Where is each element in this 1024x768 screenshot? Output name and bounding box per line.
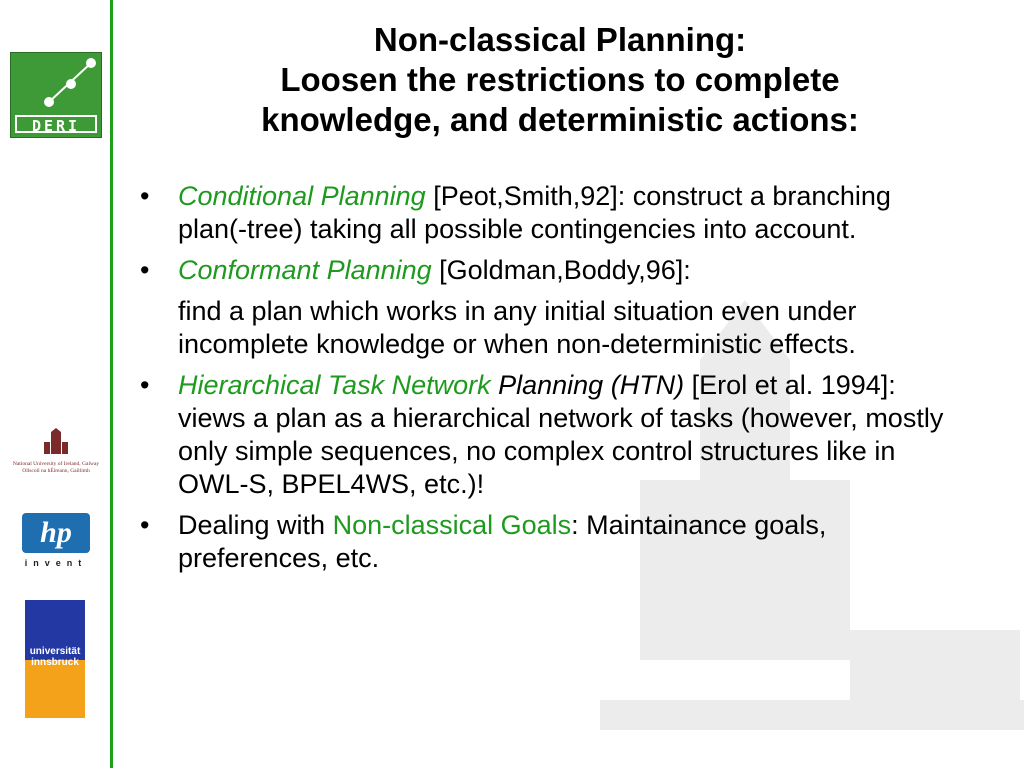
bullet-list <box>138 180 948 583</box>
term-hierarchical-task-network: Hierarchical Task Network <box>178 370 491 400</box>
slide-title <box>150 20 970 140</box>
uibk-logo <box>25 600 85 718</box>
bullet-text: [Peot,Smith,92]: construct a branching plan(-tree) taking all possible contingencies into account. <box>178 181 891 244</box>
sidebar-divider <box>110 0 113 768</box>
bullet-htn-planning <box>138 369 948 501</box>
bullet-subtext: find a plan which works in any initial situation even under incomplete knowledge or when non-deterministic effects. <box>178 296 857 359</box>
bullet-text: [Erol et al. 1994]: views a plan as a hierarchical network of tasks (however, mostly only simple sequences, no complex control structures like in OWL-S, BPEL4WS, etc.)! <box>178 370 944 499</box>
term-conformant-planning: Conformant Planning <box>178 255 432 285</box>
nuig-logo-text-ga: Ollscoil na hÉireann, Gaillimh <box>22 468 90 474</box>
uibk-logo-text-2: innsbruck <box>31 657 79 668</box>
bullet-text: [Goldman,Boddy,96]: <box>431 255 691 285</box>
deri-logo-text: DERI <box>15 115 97 133</box>
nuig-logo-text-en: National University of Ireland, Galway <box>12 461 100 467</box>
bullet-conditional-planning <box>138 180 948 246</box>
bullet-marker: • <box>140 181 150 211</box>
bullet-prefix: Dealing with <box>178 510 333 540</box>
bullet-text: : Maintainance goals, preferences, etc. <box>178 510 827 573</box>
bullet-non-classical-goals <box>138 509 948 575</box>
hp-invent-tagline: invent <box>24 558 88 568</box>
slide-title-line-2: Loosen the restrictions to complete <box>280 61 840 98</box>
nuig-logo <box>4 428 108 472</box>
term-non-classical-goals: Non-classical Goals <box>332 510 572 540</box>
slide-title-line-1: Non-classical Planning: <box>373 21 747 58</box>
deri-logo <box>10 52 102 138</box>
term-conditional-planning: Conditional Planning <box>178 181 426 211</box>
bullet-marker: • <box>140 510 150 540</box>
bullet-conformant-planning <box>138 254 948 361</box>
uibk-logo-text-1: universität <box>29 646 81 657</box>
slide-title-line-3: knowledge, and deterministic actions: <box>261 101 859 138</box>
bullet-marker: • <box>140 255 150 285</box>
nuig-crest-icon <box>41 428 71 456</box>
bullet-marker: • <box>140 370 150 400</box>
uibk-logo-orange-block <box>25 660 85 718</box>
term-planning-htn: Planning (HTN) <box>490 370 685 400</box>
hp-logo: hp <box>22 513 90 553</box>
